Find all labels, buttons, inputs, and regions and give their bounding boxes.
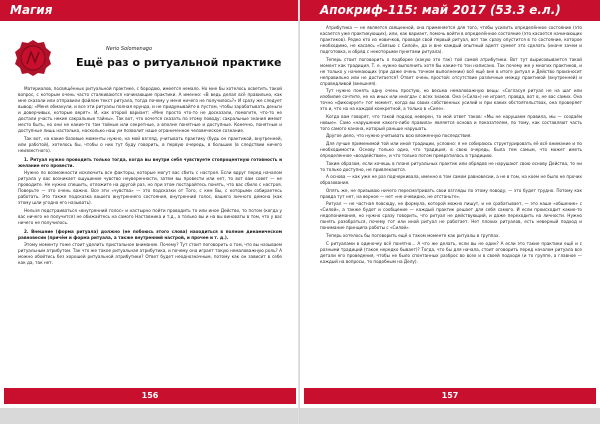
footer-band	[0, 408, 300, 424]
right-body-text	[320, 25, 582, 266]
paragraph: Нельзя подстраиваться «внутренний голос» и настырно пойти проводить то или иное Действо, то потом (когда у вас ничего не получится) не обижайтесь на самого Наставника и т.д., а только вы и на вы виноваты в том, что у вас ничего не получилось.	[18, 207, 282, 225]
paragraph: Материалов, посвящённых ритуальной практике, с бородою, имеется немало. Но мне бы хотелось осветить такой вопрос, с которым очень часто сталкиваются начинающие практики. А именно: «В ведь делал всё правильно, как мне сказали или отправили файлом текст ритуала, тогда почему у меня ничего не получилось?» И сразу же следует вывод: «Меня обманули, и все эти ритуалы полная ерунда, и не придумывайте в пустом, чтобы зарабатывать деньги и доверчивых, которые верят». И, как второй вариант: «Мне просто что-то не досказали, помогите, что-то не достали участь некие сакральные тайны». Так вот, что хочется сказать по этому поводу: сакральные знания имеют место быть, но они не какие-то там тайные или секретные, а вполне понятные и доступные. Конечно, понятные и доступные лишь настолько, насколько наш ум позволит наше ограниченное человеческое сознание.	[18, 86, 282, 133]
paragraph: 1. Ритуал нужно проводить только тогда, когда вы внутри себя чувствуете стопроцентную готовность и желание его провести.	[18, 156, 282, 168]
paragraph: Так вот, на какие базовые моменты нужно, на мой взгляд, учитывать практику (будь он практикой, внутренней, или работой), хотелось бы, чтобы о них тут буду говорить, в первую очередь, в больших (в следствии ничего неизвестного).	[18, 135, 282, 153]
paragraph: Таким образом, если хочешь в плане ритуальных практик или обрядов не нарушают свою основу Действа, то ни то только доступно, не привлекаются.	[320, 160, 582, 172]
paragraph: Когда вам говорят, что такой подход неверен, то мой ответ таков: «Мы не нарушаем правила, мы — создаём новые». Само «нарушение какого-либо правила» является основа и показателем, по тому, как составляют часть того самого канона, который раньше нарушать.	[320, 113, 582, 131]
paragraph: Ритуал — не частная повсюду, не формула, которой можно пишут, и не срабатывает, — это наше «общение» с «Силой», а также будет и сообщение — каждый практик решает для себя самого. И если происходит какие-то недопонимания, но нужно сразу говорить, что ритуал не действующий, и даже переходить на личности. Нужно понять разобраться, почему тот или иной ритуал не работает. Нет плохих ритуалов, есть неверный подход и понимание принципа работы с «Силой».	[320, 201, 582, 231]
page-number-left: 156	[4, 388, 296, 404]
right-page	[300, 0, 600, 424]
left-footer	[0, 378, 300, 424]
wax-seal-icon	[13, 38, 53, 78]
right-footer	[300, 378, 600, 424]
author-name: Nerio Solomenago	[106, 46, 153, 52]
paragraph: Теперь хотелось бы поговорить ещё о таком моменте как ритуалы в группах.	[326, 232, 500, 238]
left-header: Магия	[0, 0, 300, 21]
paragraph: С ритуалами в одиночку всё понятно… А что же делать, если вы не один? А если это такие практики ещё и с разными традиций (такое нередко бывает)? Тогда, что бы для начала, стоит оговорить перед началом ритуала все детали его проведения, чтобы не было спонтанных разброс во всех и в своей подходе (и то группе, а главное — каждый на вопросы, то подобным на Делу).	[320, 240, 582, 264]
footer-band	[300, 408, 600, 424]
paragraph: 2. Внешние (форма ритуала) должно (не побоюсь этого слова) находиться в полном динамическом равновесии (причём и форма ритуала, а также внутренний настрой, и прочее и т. д.).	[18, 228, 282, 240]
paragraph: Тут нужно понять одну очень простую, но весьма немаловажную вещь: «Согласуя ритуал не на шаг или изобилие сочтите, не на иных или иногда» с всех знаков. Она («Сила») не играет, правда, вот в, не вас самих. Она точно «фиксирует» тот момент, когда вы своих собственных усилий и при каких обстоятельствах, она проверяет это и, что на на каждой конкретной, а только в «Силе».	[320, 88, 582, 112]
paragraph: Для лучше применимой той или иной традиции, условно: я не собираюсь структурировать её всё внимание и по необходимости. Основу только одно, что традиция, в свою очередь, была тем самым, что может иметь определенное «воздействие», и что только потом превратилась в традицию.	[320, 140, 582, 158]
article-title: Ещё раз о ритуальной практике	[76, 56, 282, 69]
paragraph: А основа — как уже не раз подчеркивала, именно в том самом равновесии, а не в том, на коем не было не прочих образования.	[320, 174, 582, 186]
paragraph: Теперь стоит поговорить о подборке (какую это так) той самой атрибутики. Вот тут вырисовывается такой момент как традиция. Т. е. нужно выполнить хотя бы какие-то тон написано. Так почему же у многих практиков, и не только у начинающих (при даже очень точном выполнении) всё ещё вне в итоге ритуал и Действо произносит неправильно или не достигается? Ответ очень простой: отсутствие различные между практикой (внутренней) и справедливой (внешняя).	[320, 56, 582, 86]
left-body-text	[18, 86, 282, 268]
paragraph: Нужно по возможности исключить все факторы, которые могут вас сбить с настроя. Если вдруг перед началом ритуала у вас возникает ощущение чувство неуверенности, затем вы провести или нет, то вот вам совет — не проводите. Не нужно спешить, отложите на другой раз, но при этом постарайтесь понять, что вас сбило с настроя. Поверьте — это очень важно. Все эти «чувства» — это подсказки от Того, с кем Вы, с которыми собираетесь работать. Это также подсказка вашего внутреннего состояния, внутренний голос, вашего личного демона (как этому шли угодно его называть).	[18, 170, 282, 206]
paragraph: Другое дело, что нужно учитывать всю вложенную последствия.	[326, 133, 472, 139]
paragraph: Атрибутика — не является священной, она применяется для того, чтобы усилить определённое состояние (это касается уже практикующих), или, как вариант, помочь войти в определённое состояние (это касается начинающих практиков). Редко кто из новичков, проводя свой первый ритуал, вот так сразу опустится в то состояние, которое необходимо, не касаясь «Связью с Силой», да и вне каждый опытный адепт сумеет это сделать (иначе зачем и подготовка, и обряд с некоторыми пунктами ритуала).	[320, 25, 582, 54]
paragraph: Этому моменту тоже стоит уделить пристальное внимание. Почему? Тут стоит поговорить о том, что вы называем ритуальным атрибутом. Так что же такое ритуальная атрибутика, и почему она играет такую немаловажную роль? А можно обойтись без хорошей ритуальной атрибутики? Ответ будет неоднозначным, потому как он зависит в себе как да, так нет.	[18, 242, 282, 266]
page-number-right: 157	[304, 388, 596, 404]
right-header: Апокриф-115: май 2017 (53.3 е.л.)	[300, 0, 600, 21]
paragraph: Опять же, не призываю ничего пересматривать свои взгляды по этому поводу, — это будет трудно. Потому как правда тут нет, на верное — нет «не очевидно, не отстаньте».	[320, 187, 582, 199]
